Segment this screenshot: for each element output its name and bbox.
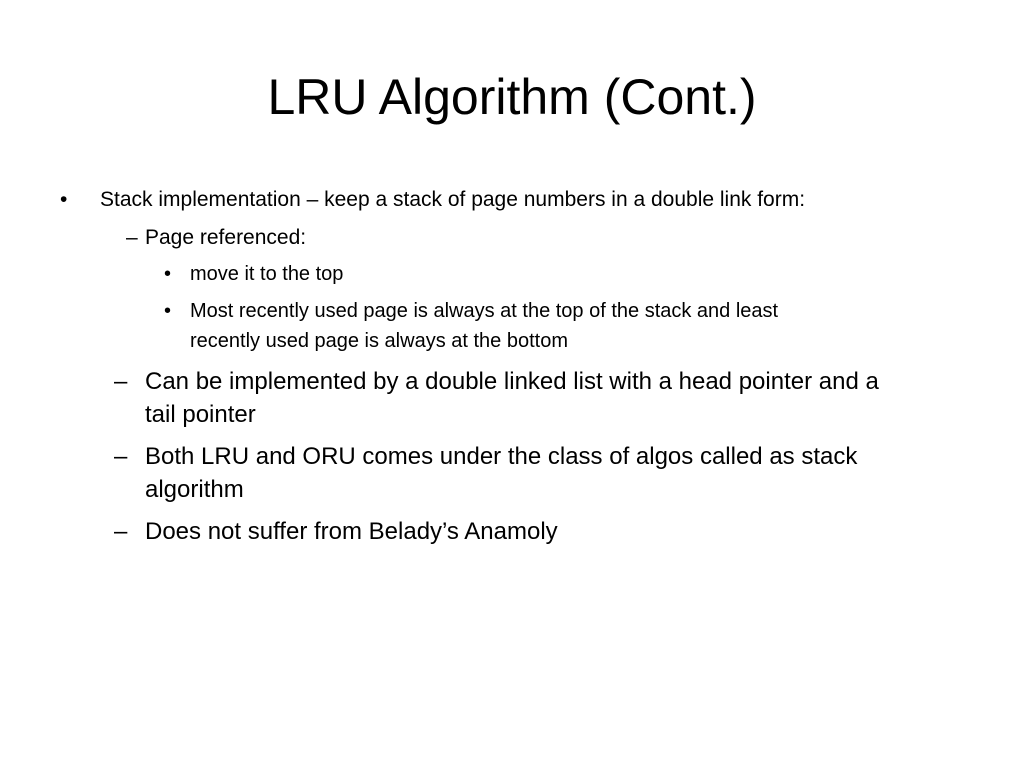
- dash-marker: –: [114, 518, 128, 545]
- bullet-text-stack-algorithm-line1: Both LRU and ORU comes under the class of algos called as stack: [145, 443, 858, 470]
- bullet-marker: •: [164, 263, 172, 285]
- bullet-text-beladys-anomaly: Does not suffer from Belady’s Anamoly: [145, 518, 558, 545]
- bullet-text-move-to-top: move it to the top: [190, 263, 344, 285]
- bullet-marker: •: [164, 300, 172, 322]
- dash-marker: –: [114, 443, 128, 470]
- bullet-text-stack-implementation: Stack implementation – keep a stack of page numbers in a double link form:: [100, 188, 806, 211]
- slide-title: LRU Algorithm (Cont.): [267, 69, 757, 125]
- bullet-text-double-linked-list-line1: Can be implemented by a double linked list with a head pointer and a: [145, 368, 879, 395]
- dash-marker: –: [126, 226, 138, 249]
- bullet-text-page-referenced: Page referenced:: [145, 226, 307, 249]
- bullet-text-stack-algorithm-line2: algorithm: [145, 476, 244, 503]
- bullet-text-double-linked-list-line2: tail pointer: [145, 401, 256, 428]
- dash-marker: –: [114, 368, 128, 395]
- bullet-marker: •: [60, 188, 68, 211]
- bullet-text-most-recently-used-line1: Most recently used page is always at the top of the stack and least: [190, 300, 779, 322]
- bullet-text-most-recently-used-line2: recently used page is always at the bottom: [190, 330, 568, 352]
